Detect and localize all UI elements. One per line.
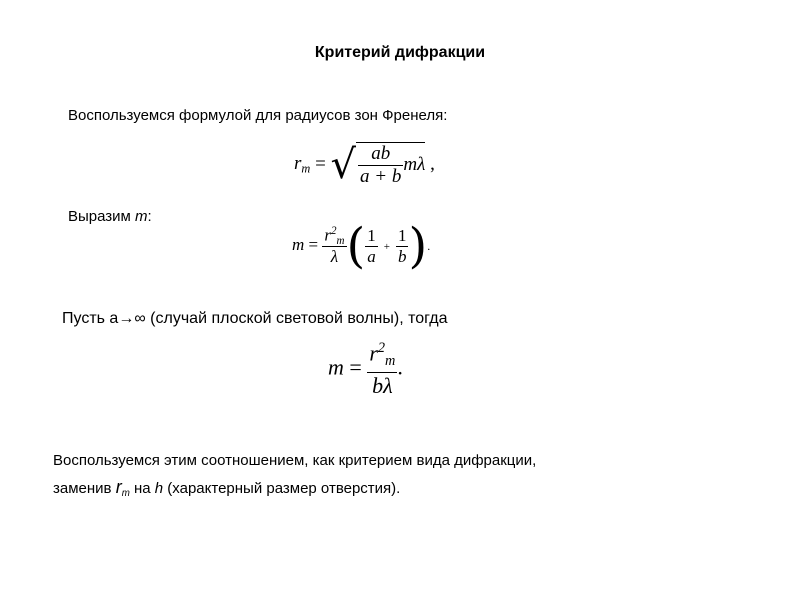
conclusion-text bbox=[53, 448, 536, 507]
conclusion-line-2: заменив $r_m$ на h (характерный размер отверстия). bbox=[53, 477, 401, 499]
f2-fraction: $\frac{r^2_m}{\lambda}$ bbox=[324, 224, 345, 267]
f3-fraction: $\frac{r^2_m}{b\lambda}$ bbox=[369, 340, 396, 398]
f2-term1: $\frac{1}{a}$ bbox=[367, 225, 376, 266]
f3-eq: = bbox=[343, 354, 368, 380]
conclusion-line-1: Воспользуемся этим соотношением, как критерием вида дифракции, bbox=[53, 452, 537, 469]
f1-lhs: $r_m$ bbox=[294, 153, 311, 177]
f1-fraction: $\frac{ab}{a + b}$ bbox=[360, 143, 402, 187]
f2-op: + bbox=[383, 240, 390, 253]
assumption-text: Пусть a→∞ (случай плоской световой волны), тогда bbox=[62, 310, 448, 327]
f1-sqrt: √ $\frac{ab}{a + b}$ mλ bbox=[330, 142, 426, 188]
m-plane-wave-formula bbox=[328, 340, 403, 399]
f3-lhs: m bbox=[328, 354, 344, 380]
m-general-formula: m = $\frac{r^2_m}{\lambda}$ ( $\frac{1}{a}$ + $\frac{1}{b}$ ). bbox=[292, 218, 431, 274]
fresnel-radius-formula bbox=[294, 142, 435, 188]
f1-eq: = bbox=[310, 153, 331, 175]
f1-punct: , bbox=[425, 153, 435, 175]
intro-text: Воспользуемся формулой для радиусов зон Френеля: bbox=[68, 107, 448, 124]
f3-punct: . bbox=[397, 354, 403, 380]
f2-eq: = bbox=[304, 234, 323, 254]
f2-term2: $\frac{1}{b}$ bbox=[397, 225, 407, 266]
f1-tail: mλ bbox=[403, 153, 426, 175]
f2-lhs: m bbox=[292, 234, 305, 254]
express-text: Выразим m: bbox=[68, 208, 152, 225]
slide-title: Критерий дифракции bbox=[314, 44, 486, 61]
f2-punct: . bbox=[427, 238, 431, 253]
